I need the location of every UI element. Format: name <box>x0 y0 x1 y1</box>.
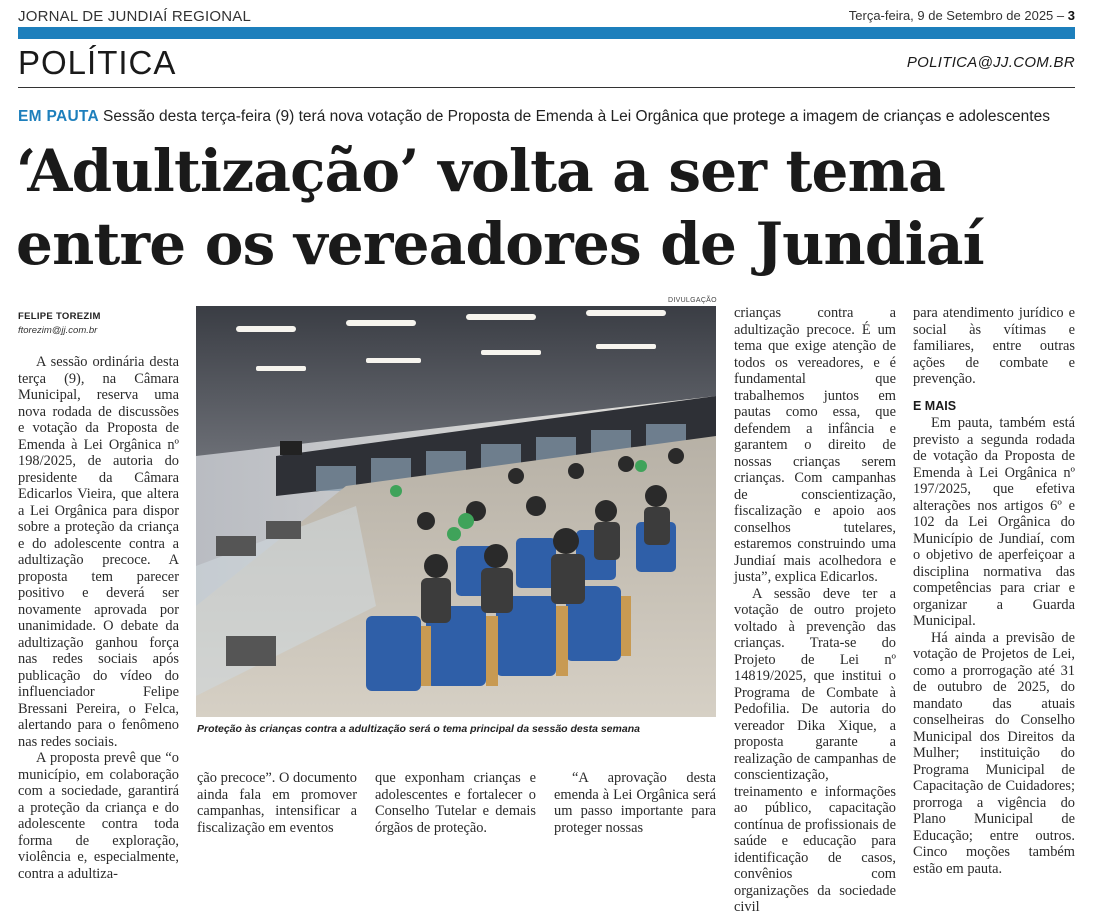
article-paragraph: crianças contra a adultização precoce. É um tema que exige atenção de todos os vereadores, e é fundamental que trabalhemos juntos em pautas como essa, que defendem a infância e garantem o direito de nossas crianças serem crianças. Com campanhas de conscientização, fiscalização e apoio aos conselhos tutelares, estaremos construindo uma Jundiaí mais acolhedora e justa”, explica Edicarlos. <box>734 305 896 585</box>
article-paragraph: A sessão ordinária desta terça (9), na Câmara Municipal, reserva uma nova rodada de discussões e votação da Proposta de Emenda à Lei Orgânica nº 198/2025, de autoria do presidente da Câmara Edicarlos Vieira, que altera a Lei Orgânica para dispor sobre a proteção da criança e do adolescente contra a adultização precoce. A proposta tem parecer positivo e deverá ser novamente aprovada por unanimidade. O debate da adultização ganhou força nas redes sociais após publicação do vídeo do influenciador Felipe Bressani Pereira, o Felca, alertando para o fenômeno nas redes sociais. <box>18 354 179 750</box>
article-paragraph: A proposta prevê que “o município, em colaboração com a sociedade, garantirá a proteção da criança e do adolescente contra toda forma de exploração, violência e, especialmente, contra a adultiza- <box>18 750 179 882</box>
header-color-bar <box>18 27 1075 39</box>
article-paragraph: “A aprovação desta emenda à Lei Orgânica será um passo importante para proteger nossas <box>554 770 716 836</box>
issue-date-line <box>849 8 1075 23</box>
photo-caption: Proteção às crianças contra a adultização será o tema principal da sessão desta semana <box>197 723 640 735</box>
kicker <box>18 108 1078 126</box>
author-name: FELIPE TOREZIM <box>18 311 101 322</box>
headline-line-2: entre os vereadores de Jundiaí <box>16 210 984 278</box>
subhead: E MAIS <box>913 398 957 413</box>
article-paragraph: para atendimento jurídico e social às vítimas e familiares, entre outras ações de combate e prevenção. <box>913 305 1075 387</box>
newspaper-name: JORNAL DE JUNDIAÍ REGIONAL <box>18 8 252 25</box>
page-separator: – <box>1056 8 1065 23</box>
article-column-3 <box>375 770 536 836</box>
page-header <box>18 6 1075 28</box>
headline <box>16 135 1081 281</box>
headline-line-1: ‘Adultização’ volta a ser tema <box>16 137 945 205</box>
article-paragraph: Há ainda a previsão de votação de Projetos de Lei, como a prorrogação até 31 de outubro de 2025, do mandato das atuais conselheiras do Conselho Municipal dos Direitos da Mulher; instituição do Programa Municipal de Capacitação de Cuidadores; prorroga a vigência do Plano Municipal de Educação; entre outros. Cinco moções também estão em pauta. <box>913 629 1075 877</box>
article-column-5 <box>734 305 896 916</box>
issue-date: Terça-feira, 9 de Setembro de 2025 <box>848 8 1054 23</box>
photo-illustration <box>196 306 716 717</box>
council-session-photo <box>196 306 716 717</box>
article-paragraph: ção precoce”. O documento ainda fala em promover campanhas, intensificar a fiscalização em eventos <box>197 770 357 836</box>
article-paragraph: Em pauta, também está previsto a segunda rodada de votação da Proposta de Emenda à Lei Orgânica nº 197/2025, que efetiva alterações nos artigos 6º e 102 da Lei Orgânica do Município de Jundiaí, com o objetivo de aperfeiçoar a disciplina normativa das competências para criar e organizar a Guarda Municipal. <box>913 415 1075 629</box>
section-title: POLÍTICA <box>18 44 177 81</box>
section-rule <box>18 87 1075 88</box>
author-email: ftorezim@jj.com.br <box>18 325 98 336</box>
kicker-tag: EM PAUTA <box>18 108 100 125</box>
article-column-1 <box>18 354 179 882</box>
page-number: 3 <box>1067 8 1075 23</box>
article-column-2 <box>197 770 357 836</box>
article-paragraph: que exponham crianças e adolescentes e fortalecer o Conselho Tutelar e demais órgãos de proteção. <box>375 770 536 836</box>
article-column-4 <box>554 770 716 836</box>
photo-credit: DIVULGAÇÃO <box>668 297 717 304</box>
article-column-6 <box>913 305 1075 877</box>
byline <box>18 311 101 336</box>
article-paragraph: A sessão deve ter a votação de outro projeto voltado à prevenção das crianças. Trata-se do Projeto de Lei nº 14819/2025, que institui o Programa de Combate à Pedofilia. De autoria do vereador Dika Xique, a proposta garante a realização de campanhas de conscientização, treinamento e informações ao público, capacitação contínua de profissionais de saúde e educação para identificação de casos, convênios com organizações da sociedade civil <box>734 585 896 915</box>
kicker-text: Sessão desta terça-feira (9) terá nova votação de Proposta de Emenda à Lei Orgânica que protege a imagem de crianças e adolescentes <box>103 108 1050 125</box>
section-email: POLITICA@JJ.COM.BR <box>906 54 1075 71</box>
